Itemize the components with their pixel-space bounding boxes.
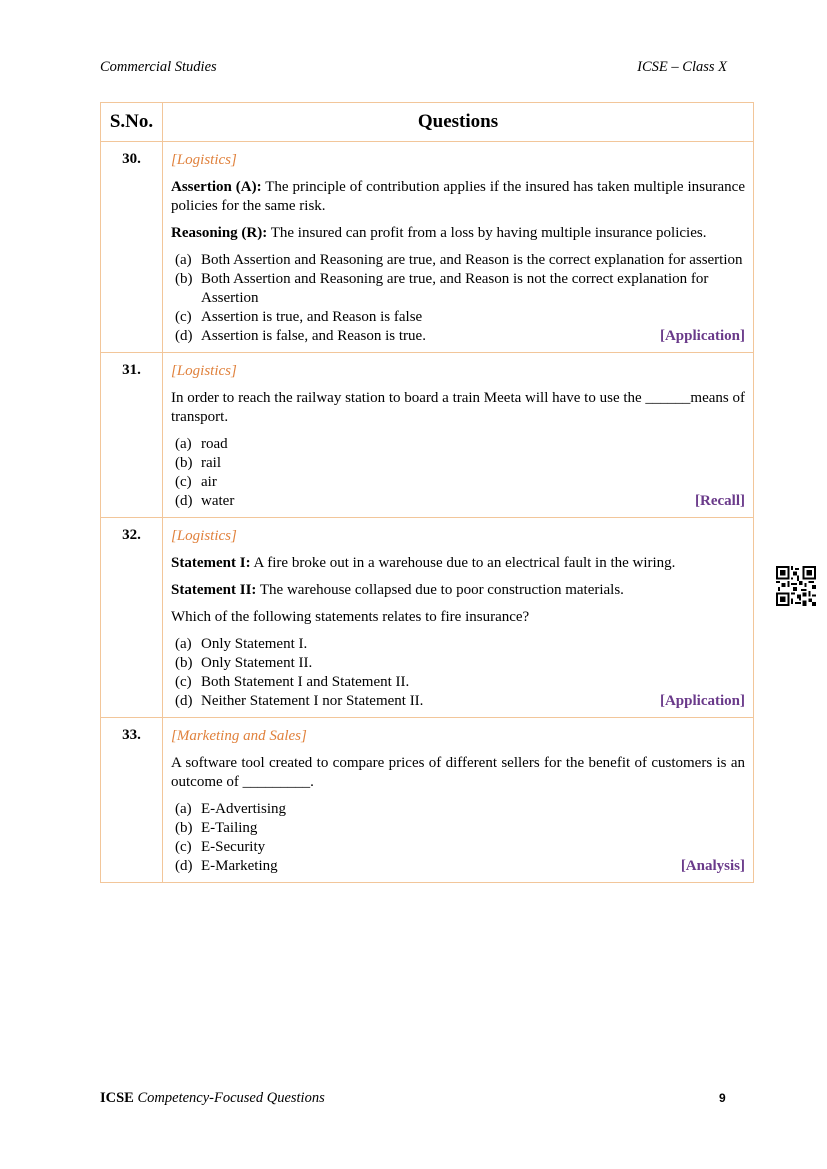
question-row — [101, 142, 754, 353]
option-key: (c) — [175, 474, 192, 490]
question-body — [163, 718, 754, 883]
question-paragraph — [171, 581, 745, 600]
option-item — [175, 492, 745, 511]
question-category: [Logistics] — [171, 528, 237, 544]
option-key: (b) — [175, 655, 193, 671]
option-item — [175, 635, 745, 654]
question-number: 31. — [101, 353, 163, 518]
question-paragraph — [171, 754, 745, 792]
question-body — [163, 142, 754, 353]
question-row — [101, 353, 754, 518]
option-text: E-Advertising — [201, 801, 286, 817]
paragraph-label: Assertion (A): — [171, 179, 262, 195]
options-list — [175, 435, 745, 511]
option-item — [175, 454, 745, 473]
option-key: (b) — [175, 820, 193, 836]
option-text: Assertion is true, and Reason is false — [201, 309, 423, 325]
col-sno-header: S.No. — [101, 103, 163, 142]
cognitive-level-tag: [Recall] — [695, 493, 745, 509]
question-body — [163, 353, 754, 518]
question-row — [101, 518, 754, 718]
option-text: air — [201, 474, 217, 490]
header-class: ICSE – Class X — [637, 59, 727, 75]
option-item — [175, 819, 745, 838]
question-row — [101, 718, 754, 883]
option-item — [175, 251, 745, 270]
paragraph-label: Statement I: — [171, 555, 251, 571]
paragraph-text: A fire broke out in a warehouse due to an electrical fault in the wiring. — [250, 555, 676, 571]
option-key: (c) — [175, 309, 192, 325]
footer-subtitle: Competency-Focused Questions — [133, 1090, 325, 1106]
cognitive-level-tag: [Analysis] — [680, 858, 745, 874]
cognitive-level-tag: [Application] — [659, 328, 745, 344]
question-number: 32. — [101, 518, 163, 718]
paragraph-text: In order to reach the railway station to board a train Meeta will have to use the ______means of transport. — [171, 390, 745, 425]
questions-body — [101, 142, 754, 883]
option-key: (d) — [175, 493, 193, 509]
footer-title — [100, 1090, 325, 1107]
option-item — [175, 673, 745, 692]
question-paragraph — [171, 224, 745, 243]
option-text: Both Statement I and Statement II. — [201, 674, 410, 690]
table-header-row — [101, 103, 754, 142]
option-key: (d) — [175, 328, 193, 344]
option-key: (b) — [175, 271, 193, 287]
option-item — [175, 857, 745, 876]
question-paragraph — [171, 608, 745, 627]
question-body — [163, 518, 754, 718]
option-text: Both Assertion and Reasoning are true, and Reason is the correct explanation for assertion — [201, 252, 743, 268]
question-number: 30. — [101, 142, 163, 353]
option-text: Only Statement II. — [201, 655, 313, 671]
option-key: (c) — [175, 839, 192, 855]
option-item — [175, 435, 745, 454]
option-text: Only Statement I. — [201, 636, 308, 652]
option-key: (c) — [175, 674, 192, 690]
col-questions-header: Questions — [163, 103, 754, 142]
option-item — [175, 270, 745, 308]
qr-code-icon[interactable] — [776, 566, 816, 606]
question-category: [Logistics] — [171, 152, 237, 168]
option-key: (b) — [175, 455, 193, 471]
paragraph-text: The insured can profit from a loss by having multiple insurance policies. — [267, 225, 707, 241]
paragraph-text: Which of the following statements relates to fire insurance? — [171, 609, 530, 625]
option-key: (d) — [175, 858, 193, 874]
option-text: E-Marketing — [201, 858, 278, 874]
options-list — [175, 251, 745, 346]
option-key: (a) — [175, 801, 192, 817]
paragraph-text: The principle of contribution applies if the insured has taken multiple insurance policies for the same risk. — [171, 179, 745, 214]
question-paragraph — [171, 178, 745, 216]
option-text: Neither Statement I nor Statement II. — [201, 693, 424, 709]
option-key: (a) — [175, 436, 192, 452]
option-key: (d) — [175, 693, 193, 709]
question-category: [Logistics] — [171, 363, 237, 379]
option-text: road — [201, 436, 228, 452]
option-text: rail — [201, 455, 221, 471]
page-number: 9 — [719, 1091, 726, 1105]
paragraph-text: A software tool created to compare prices of different sellers for the benefit of customers is an outcome of _________. — [171, 755, 745, 790]
option-text: Assertion is false, and Reason is true. — [201, 328, 426, 344]
options-list — [175, 635, 745, 711]
footer-brand: ICSE — [100, 1090, 134, 1106]
option-text: Both Assertion and Reasoning are true, and Reason is not the correct explanation for Assertion — [201, 271, 709, 306]
options-list — [175, 800, 745, 876]
paragraph-text: The warehouse collapsed due to poor construction materials. — [256, 582, 624, 598]
option-item — [175, 308, 745, 327]
option-text: water — [201, 493, 235, 509]
option-key: (a) — [175, 252, 192, 268]
option-text: E-Tailing — [201, 820, 258, 836]
question-paragraph — [171, 554, 745, 573]
header-subject: Commercial Studies — [100, 59, 217, 75]
question-category: [Marketing and Sales] — [171, 728, 307, 744]
option-item — [175, 838, 745, 857]
option-item — [175, 473, 745, 492]
paragraph-label: Reasoning (R): — [171, 225, 268, 241]
question-number: 33. — [101, 718, 163, 883]
question-paragraph — [171, 389, 745, 427]
option-text: E-Security — [201, 839, 266, 855]
cognitive-level-tag: [Application] — [659, 693, 745, 709]
option-item — [175, 654, 745, 673]
option-item — [175, 800, 745, 819]
option-key: (a) — [175, 636, 192, 652]
option-item — [175, 327, 745, 346]
paragraph-label: Statement II: — [171, 582, 257, 598]
questions-table — [100, 102, 754, 883]
option-item — [175, 692, 745, 711]
